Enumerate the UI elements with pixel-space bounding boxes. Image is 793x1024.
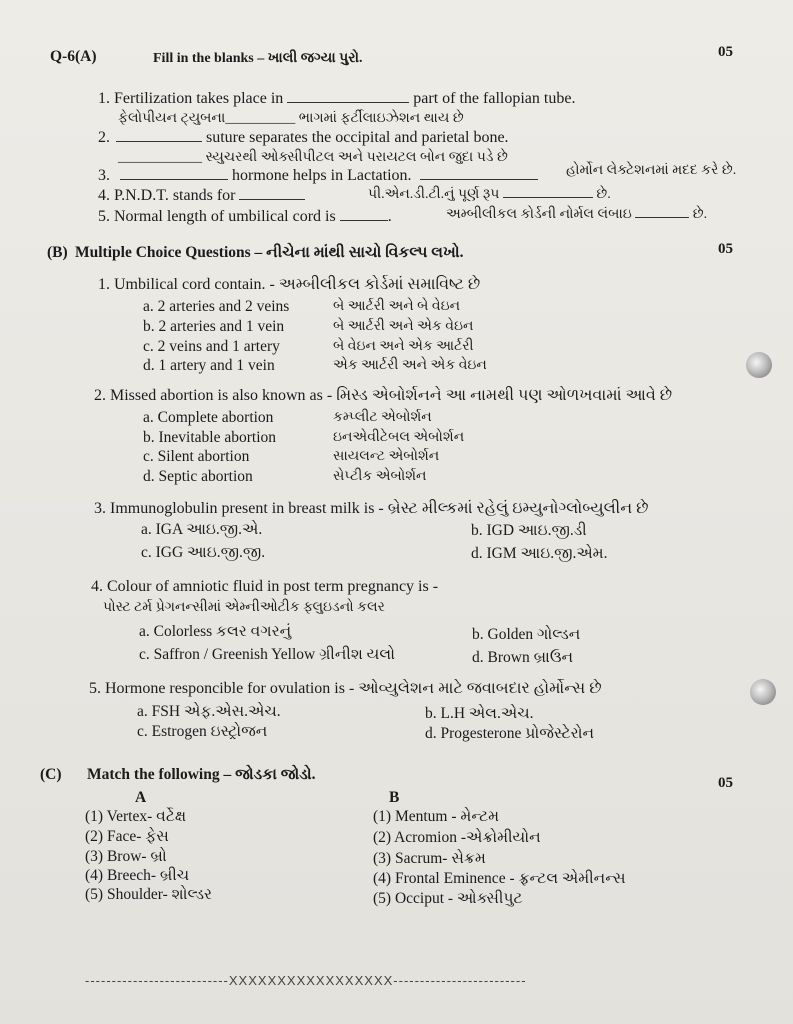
mcq-option: b. Inevitable abortion	[143, 429, 276, 446]
gujarati-line: ફેલોપીયન ટ્યુબના__________ ભાગમાં ફર્ટીલાઇઝેશન થાય છે	[118, 111, 464, 126]
match-item-a: (1) Vertex- વર્ટેક્ષ	[85, 808, 187, 825]
blank-item: 1. Fertilization takes place in part of the fallopian tube.	[98, 90, 576, 107]
marks: 05	[718, 775, 733, 791]
mcq-option: a. Colorless કલર વગરનું	[139, 623, 292, 640]
mcq-question: 2. Missed abortion is also known as - મિસ્ડ એબોર્શનને આ નામથી પણ ઓળખવામાં આવે છે	[94, 387, 673, 404]
mcq-option: b. IGD આઇ.જી.ડી	[471, 522, 587, 539]
mcq-question: 5. Hormone responcible for ovulation is - ઓવ્યુલેશન માટે જવાબદાર હોર્મોન્સ છે	[89, 680, 602, 697]
section-title: Match the following – જોડકા જોડો.	[87, 766, 316, 783]
match-item-b: (5) Occiput - ઓક્સીપુટ	[373, 890, 523, 907]
marks: 05	[718, 241, 733, 257]
mcq-option: c. Estrogen ઇસ્ટ્રોજન	[137, 723, 268, 740]
mcq-option: a. 2 arteries and 2 veins	[143, 298, 290, 315]
mcq-option: c. Saffron / Greenish Yellow ગ્રીનીશ યલો	[139, 646, 395, 663]
mcq-option: b. L.H એલ.એચ.	[425, 705, 534, 722]
match-item-a: (2) Face- ફેસ	[85, 828, 169, 845]
match-item-a: (4) Breech- બ્રીચ	[85, 867, 190, 884]
blank-item: 3. hormone helps in Lactation.	[98, 167, 538, 185]
match-item-b: (1) Mentum - મેન્ટમ	[373, 808, 500, 825]
gujarati-line: પી.એન.ડી.ટી.નું પૂર્ણ રૂપ છે.	[368, 187, 611, 202]
match-item-a: (5) Shoulder- શોલ્ડર	[85, 886, 213, 903]
mcq-question: 1. Umbilical cord contain. - અમ્બીલીકલ કોર્ડમાં સમાવિષ્ટ છે	[98, 276, 481, 293]
mcq-option-gujarati: સેપ્ટીક એબોર્શન	[333, 469, 427, 484]
mcq-option-gujarati: બે આર્ટરી અને બે વેઇન	[333, 299, 461, 314]
mcq-question: 3. Immunoglobulin present in breast milk is - બ્રેસ્ટ મીલ્કમાં રહેલું ઇમ્યુનોગ્લોબ્યુલીન છે	[94, 500, 649, 517]
marks: 05	[718, 44, 733, 60]
mcq-option: d. IGM આઇ.જી.એમ.	[471, 545, 608, 562]
mcq-option: a. Complete abortion	[143, 409, 274, 426]
mcq-option-gujarati: ઇનએવીટેબલ એબોર્શન	[333, 430, 465, 445]
match-item-a: (3) Brow- બ્રો	[85, 848, 167, 865]
mcq-option: a. IGA આઇ.જી.એ.	[141, 521, 263, 538]
section-title: Multiple Choice Questions – નીચેના માંથી સાચો વિકલ્પ લખો.	[75, 244, 464, 261]
mcq-option: c. Silent abortion	[143, 448, 250, 465]
mcq-option: b. Golden ગોલ્ડન	[472, 626, 581, 643]
gujarati-line: ____________ સ્યુચરથી ઓક્સીપીટલ અને પરાયટલ બોન જુદા પડે છે	[118, 150, 508, 165]
mcq-option: c. 2 veins and 1 artery	[143, 338, 280, 355]
mcq-option-gujarati: એક આર્ટરી અને એક વેઇન	[333, 358, 487, 373]
section-title: Fill in the blanks – ખાલી જગ્યા પુરો.	[153, 51, 363, 66]
mcq-option: c. IGG આઇ.જી.જી.	[141, 544, 266, 561]
blank-item: 4. P.N.D.T. stands for	[98, 187, 305, 205]
mcq-option-gujarati: બે વેઇન અને એક આર્ટરી	[333, 339, 474, 354]
punch-hole	[746, 352, 772, 378]
gujarati-line: અમ્બીલીકલ કોર્ડની નોર્મલ લંબાઇ છે.	[446, 207, 708, 222]
column-b-header: B	[389, 789, 400, 806]
mcq-option: d. Septic abortion	[143, 468, 253, 485]
mcq-option: d. Brown બ્રાઉન	[472, 649, 574, 666]
column-a-header: A	[135, 789, 147, 806]
blank-item: 2. suture separates the occipital and parietal bone.	[98, 129, 509, 146]
match-item-b: (2) Acromion -એક્રોમીયોન	[373, 829, 541, 846]
match-item-b: (3) Sacrum- સેક્રમ	[373, 850, 486, 867]
mcq-option: d. 1 artery and 1 vein	[143, 357, 275, 374]
section-label: (B)	[47, 244, 68, 261]
section-label: (C)	[40, 766, 62, 783]
mcq-option: d. Progesterone પ્રોજેસ્ટેરોન	[425, 725, 595, 742]
gujarati-line: હોર્મોન લેક્ટેશનમાં મદદ કરે છે.	[566, 163, 737, 178]
question-number: Q-6(A)	[50, 48, 97, 65]
match-item-b: (4) Frontal Eminence - ફ્રન્ટલ એમીનન્સ	[373, 870, 626, 887]
mcq-option-gujarati: કમ્પ્લીટ એબોર્શન	[333, 410, 432, 425]
mcq-option: a. FSH એફ.એસ.એચ.	[137, 703, 281, 720]
end-of-paper-line: ---------------------------XXXXXXXXXXXXXXXXX-------------------------	[85, 973, 527, 988]
mcq-option-gujarati: સાયલન્ટ એબોર્શન	[333, 449, 440, 464]
punch-hole	[750, 679, 776, 705]
mcq-option: b. 2 arteries and 1 vein	[143, 318, 285, 335]
blank-item: 5. Normal length of umbilical cord is .	[98, 208, 392, 225]
mcq-option-gujarati: બે આર્ટરી અને એક વેઇન	[333, 319, 474, 334]
mcq-question: 4. Colour of amniotic fluid in post term pregnancy is -	[91, 578, 439, 595]
gujarati-line: પોસ્ટ ટર્મ પ્રેગનન્સીમાં એમ્નીઓટીક ફ્લુઇડનો કલર	[103, 600, 385, 615]
